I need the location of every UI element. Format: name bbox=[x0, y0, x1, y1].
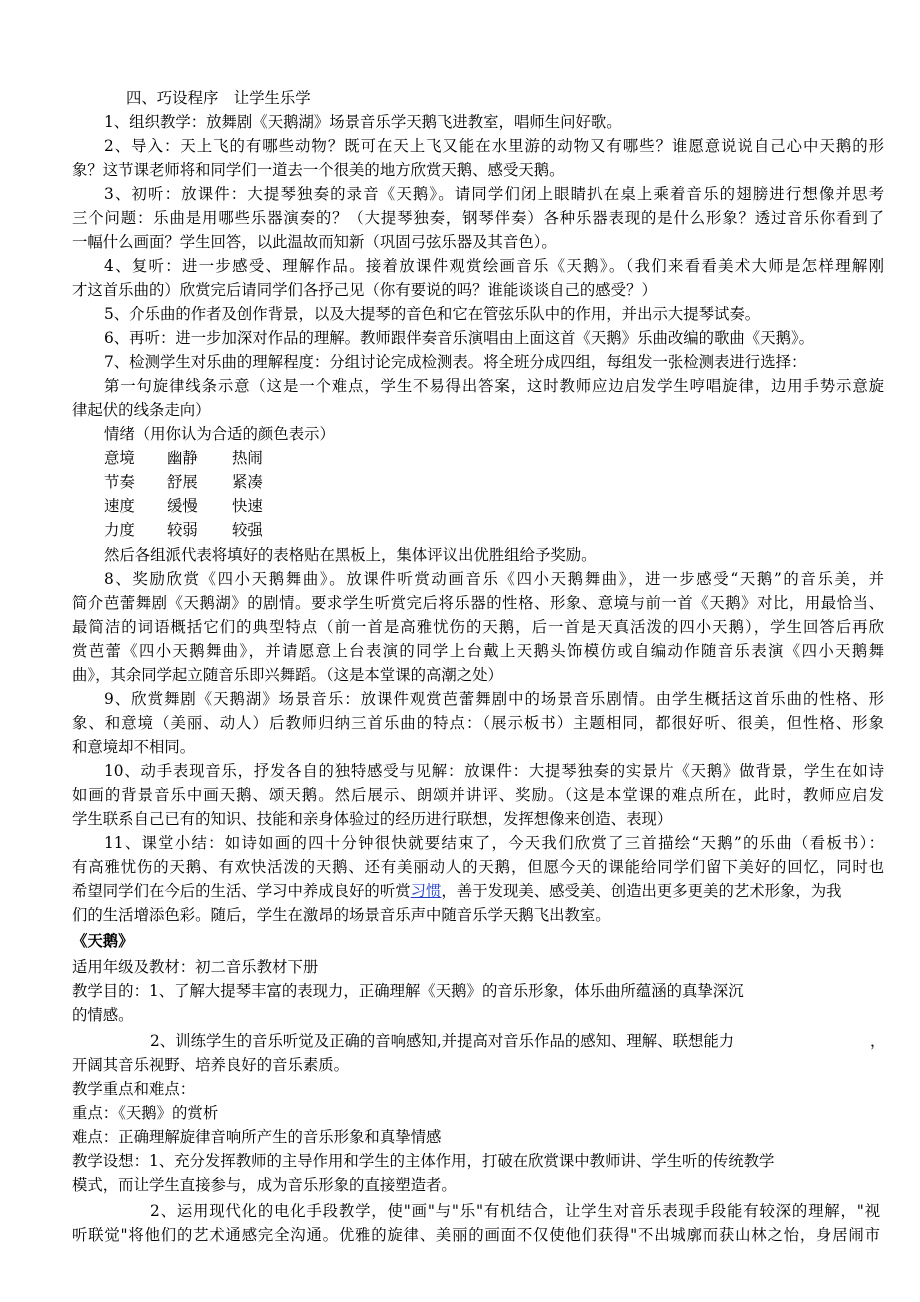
plan-line: 适用年级及教材：初二音乐教材下册 bbox=[72, 958, 319, 976]
paragraph-line: 6、再听：进一步加深对作品的理解。教师跟伴奏音乐演唱由上面这首《天鹅》乐曲改编的歌曲《天鹅》。 bbox=[104, 329, 815, 347]
plan-line: 2、训练学生的音乐听觉及正确的音响感知,并提高对音乐作品的感知、理解、联想能力 bbox=[150, 1032, 735, 1050]
paragraph-line: 11、课堂小结：如诗如画的四十分钟很快就要结束了，今天我们欣赏了三首描绘“天鹅”的乐曲（看板书）： bbox=[104, 834, 884, 852]
habit-link[interactable]: 习惯 bbox=[410, 882, 442, 900]
paragraph-line: 律起伏的线条走向） bbox=[72, 401, 211, 419]
paragraph-line: 3、初听：放课件：大提琴独奏的录音《天鹅》。请同学们闭上眼睛扒在桌上乘着音乐的翅膀进行想像并思考 bbox=[104, 185, 884, 203]
plan-line: 教学重点和难点： bbox=[72, 1080, 196, 1098]
paragraph-line: 简介芭蕾舞剧《天鹅湖》的剧情。要求学生听赏完后将乐器的性格、形象、意境与前一首《天鹅》对比，用最恰当、 bbox=[72, 594, 884, 612]
rubric-option: 紧凑 bbox=[232, 473, 263, 491]
plan-line: 开阔其音乐视野、培养良好的音乐素质。 bbox=[72, 1056, 350, 1074]
paragraph-text: ，善于发现美、感受美、创造出更多更美的艺术形象，为我 bbox=[441, 882, 842, 900]
rubric-row bbox=[0, 494, 920, 518]
plan-line: 教学设想：1、充分发挥教师的主导作用和学生的主体作用，打破在欣赏课中教师讲、学生听的传统教学 bbox=[72, 1152, 775, 1170]
paragraph-line: 象、和意境（美丽、动人）后教师归纳三首乐曲的特点：（展示板书）主题相同，都很好听、很美，但性格、形象 bbox=[72, 714, 884, 732]
rubric-row bbox=[0, 446, 920, 470]
section-heading: 四、巧设程序 让学生乐学 bbox=[126, 89, 311, 107]
paragraph-line: 一幅什么画面？学生回答，以此温故而知新（巩固弓弦乐器及其音色）。 bbox=[72, 233, 557, 251]
rubric-label: 节奏 bbox=[104, 473, 135, 491]
paragraph-line: 4、复听：进一步感受、理解作品。接着放课件观赏绘画音乐《天鹅》。（我们来看看美术大师是怎样理解刚 bbox=[104, 257, 884, 275]
paragraph-line: 7、检测学生对乐曲的理解程度：分组讨论完成检测表。将全班分成四组，每组发一张检测表进行选择： bbox=[104, 353, 807, 371]
rubric-row bbox=[0, 518, 920, 542]
paragraph-line bbox=[72, 879, 842, 903]
paragraph-line: 9、欣赏舞剧《天鹅湖》场景音乐：放课件观赏芭蕾舞剧中的场景音乐剧情。由学生概括这首乐曲的性格、形 bbox=[104, 690, 884, 708]
rubric-option: 热闹 bbox=[232, 449, 263, 467]
plan-line: 的情感。 bbox=[72, 1006, 134, 1024]
rubric-option: 舒展 bbox=[167, 473, 198, 491]
paragraph-line: 三个问题：乐曲是用哪些乐器演奏的？（大提琴独奏，钢琴伴奏）各种乐器表现的是什么形象？透过音乐你看到了 bbox=[72, 209, 884, 227]
plan-line: 听联觉"将他们的艺术通感完全沟通。优雅的旋律、美丽的画面不仅使他们获得"不出城廓而获山林之怡，身居闹市 bbox=[72, 1226, 880, 1244]
rubric-option: 较弱 bbox=[167, 521, 198, 539]
rubric-option: 快速 bbox=[232, 497, 263, 515]
rubric-label: 速度 bbox=[104, 497, 135, 515]
rubric-label: 意境 bbox=[104, 449, 135, 467]
plan-line: 难点：正确理解旋律音响所产生的音乐形象和真挚情感 bbox=[72, 1128, 442, 1146]
paragraph-line: 情绪（用你认为合适的颜色表示） bbox=[104, 425, 335, 443]
paragraph-line: 才这首乐曲的）欣赏完后请同学们各抒己见（你有要说的吗？谁能谈谈自己的感受？） bbox=[72, 281, 657, 299]
rubric-option: 幽静 bbox=[167, 449, 198, 467]
paragraph-text: 希望同学们在今后的生活、学习中养成良好的听赏 bbox=[72, 882, 411, 900]
paragraph-line: 学生联系自己已有的知识、技能和亲身体验过的经历进行联想，发挥想像来创造、表现） bbox=[72, 810, 673, 828]
paragraph-line: 曲》，其余同学起立随音乐即兴舞蹈。（这是本堂课的高潮之处） bbox=[72, 666, 503, 684]
paragraph-line: 8、奖励欣赏《四小天鹅舞曲》。放课件听赏动画音乐《四小天鹅舞曲》，进一步感受“天鹅”的音乐美，并 bbox=[104, 570, 884, 588]
rubric-option: 较强 bbox=[232, 521, 263, 539]
paragraph-line: 有高雅忧伤的天鹅、有欢快活泼的天鹅、还有美丽动人的天鹅，但愿今天的课能给同学们留下美好的回忆，同时也 bbox=[72, 858, 884, 876]
paragraph-line: 和意境却不相同。 bbox=[72, 738, 196, 756]
paragraph-line: 10、动手表现音乐，抒发各自的独特感受与见解：放课件：大提琴独奏的实景片《天鹅》做背景，学生在如诗 bbox=[104, 762, 884, 780]
paragraph-line: 象？这节课老师将和同学们一道去一个很美的地方欣赏天鹅、感受天鹅。 bbox=[72, 161, 565, 179]
paragraph-line: 2、导入：天上飞的有哪些动物？既可在天上飞又能在水里游的动物又有哪些？谁愿意说说自己心中天鹅的形 bbox=[104, 137, 884, 155]
plan-line: 重点：《天鹅》的赏析 bbox=[72, 1104, 219, 1122]
plan-line: 教学目的：1、了解大提琴丰富的表现力，正确理解《天鹅》的音乐形象，体乐曲所蕴涵的真挚深沉 bbox=[72, 982, 744, 1000]
plan-line: 模式，而让学生直接参与，成为音乐形象的直接塑造者。 bbox=[72, 1176, 457, 1194]
paragraph-line: 然后各组派代表将填好的表格贴在黑板上，集体评议出优胜组给予奖励。 bbox=[104, 546, 597, 564]
paragraph-line: 们的生活增添色彩。随后，学生在激昂的场景音乐声中随音乐学天鹅飞出教室。 bbox=[72, 906, 611, 924]
paragraph-line: 1、组织教学：放舞剧《天鹅湖》场景音乐学天鹅飞进教室，唱师生问好歌。 bbox=[104, 113, 622, 131]
rubric-label: 力度 bbox=[104, 521, 135, 539]
paragraph-line: 如画的背景音乐中画天鹅、颂天鹅。然后展示、朗颂并讲评、奖励。（这是本堂课的难点所在，此时，教师应启发 bbox=[72, 786, 884, 804]
lesson-plan-title: 《天鹅》 bbox=[72, 932, 134, 950]
paragraph-line: 第一句旋律线条示意（这是一个难点，学生不易得出答案，这时教师应边启发学生哼唱旋律，边用手势示意旋 bbox=[104, 377, 884, 395]
rubric-row bbox=[0, 470, 920, 494]
paragraph-line: 5、介乐曲的作者及创作背景，以及大提琴的音色和它在管弦乐队中的作用，并出示大提琴试奏。 bbox=[104, 305, 761, 323]
plan-line: 2、运用现代化的电化手段教学，使"画"与"乐"有机结合，让学生对音乐表现手段能有较深的理解，"视 bbox=[150, 1202, 880, 1220]
paragraph-line: 最简洁的词语概括它们的典型特点（前一首是高雅忧伤的天鹅，后一首是天真活泼的四小天鹅），学生回答后再欣 bbox=[72, 618, 884, 636]
plan-line: ， bbox=[870, 1032, 886, 1050]
paragraph-line: 赏芭蕾《四小天鹅舞曲》，并请愿意上台表演的同学上台戴上天鹅头饰模仿或自编动作随音乐表演《四小天鹅舞 bbox=[72, 642, 884, 660]
rubric-option: 缓慢 bbox=[167, 497, 198, 515]
